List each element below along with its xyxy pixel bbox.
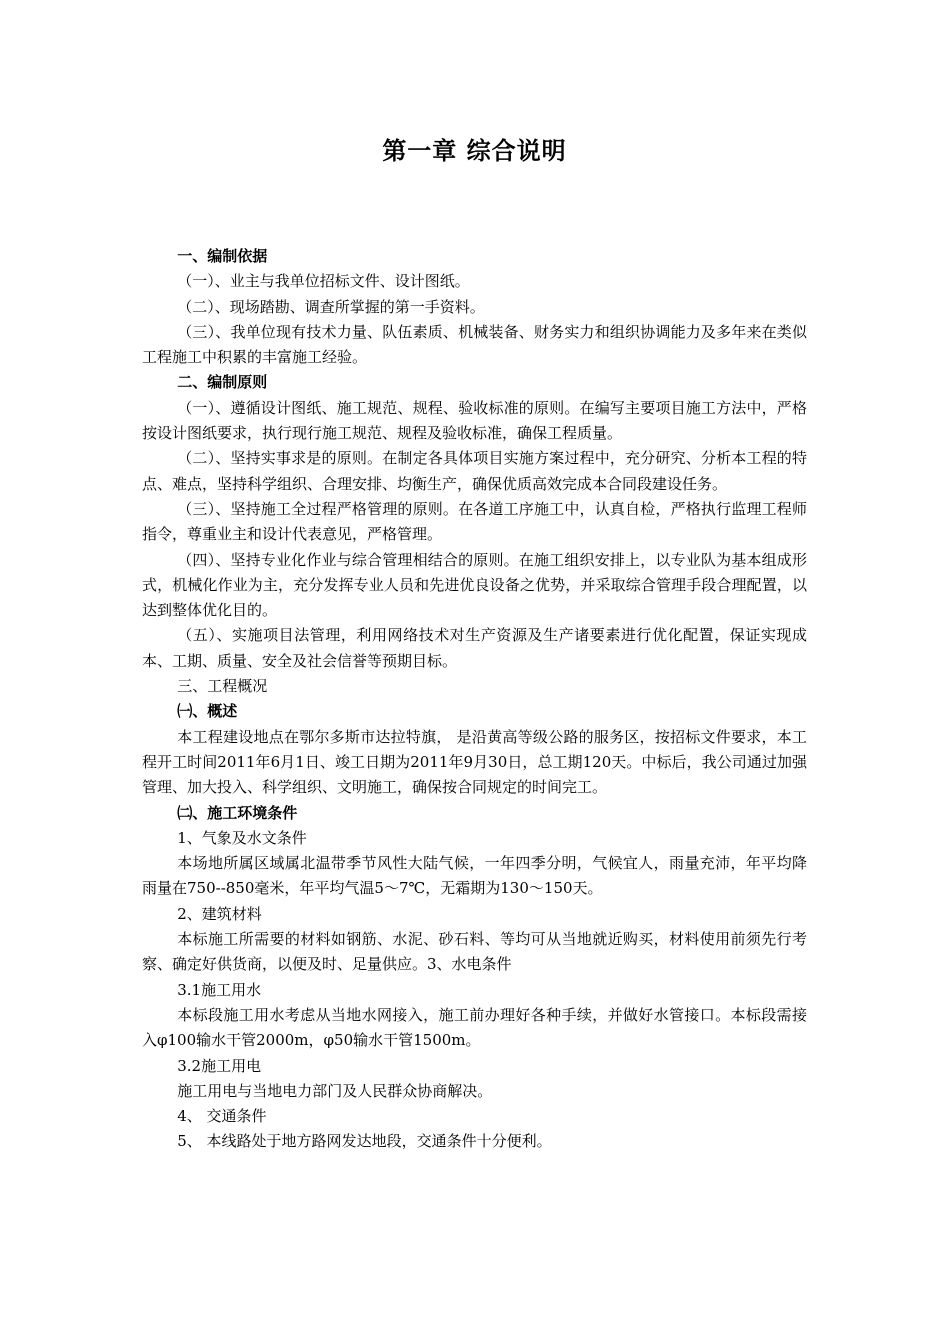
body-paragraph: （三）、坚持施工全过程严格管理的原则。在各道工序施工中，认真自检，严格执行监理工程师指令，尊重业主和设计代表意见，严格管理。: [142, 499, 807, 544]
body-paragraph: （五）、实施项目法管理，利用网络技术对生产资源及生产诸要素进行优化配置，保证实现成本、工期、质量、安全及社会信誉等预期目标。: [142, 626, 807, 670]
body-paragraph: （一）、遵循设计图纸、施工规范、规程、验收标准的原则。在编写主要项目施工方法中，严格按设计图纸要求，执行现行施工规范、规程及验收标准，确保工程质量。: [142, 398, 807, 443]
body-paragraph: （二）、坚持实事求是的原则。在制定各具体项目实施方案过程中，充分研究、分析本工程的特点、难点，坚持科学组织、合理安排、均衡生产，确保优质高效完成本合同段建设任务。: [142, 449, 807, 493]
body-paragraph: （二）、现场踏勘、调查所掌握的第一手资料。: [177, 297, 485, 316]
body-paragraph: 施工用电与当地电力部门及人民群众协商解决。: [177, 1081, 493, 1100]
body-paragraph: 本工程建设地点在鄂尔多斯市达拉特旗， 是沿黄高等级公路的服务区，按招标文件要求，本工程开工时间2011年6月1日、竣工日期为2011年9月30日，总工期120天。中标后，我公司通过加强管理、加大投入、科学组织、文明施工，确保按合同规定的时间完工。: [142, 727, 807, 797]
body-paragraph: 3.1施工用水: [177, 980, 262, 999]
section-heading: 三、工程概况: [177, 677, 268, 696]
body-paragraph: 本场地所属区域属北温带季节风性大陆气候，一年四季分明，气候宜人，雨量充沛，年平均降雨量在750--850毫米，年平均气温5～7℃，无霜期为130～150天。: [142, 854, 807, 898]
body-paragraph: （三）、我单位现有技术力量、队伍素质、机械装备、财务实力和组织协调能力及多年来在类似工程施工中积累的丰富施工经验。: [142, 322, 807, 367]
document-body: [142, 244, 807, 1155]
section-heading: ㈡、施工环境条件: [177, 803, 298, 822]
body-paragraph: 本标施工所需要的材料如钢筋、水泥、砂石料、等均可从当地就近购买，材料使用前须先行考察、确定好供货商，以便及时、足量供应。3、水电条件: [142, 930, 807, 974]
section-heading: ㈠、概述: [177, 702, 238, 721]
body-paragraph: 本标段施工用水考虑从当地水网接入，施工前办理好各种手续，并做好水管接口。本标段需接入φ100输水干管2000m，φ50输水干管1500m。: [142, 1005, 807, 1050]
body-paragraph: （一）、业主与我单位招标文件、设计图纸。: [177, 272, 470, 291]
section-heading: 二、编制原则: [177, 373, 268, 392]
body-paragraph: 4、 交通条件: [177, 1107, 267, 1126]
body-paragraph: 5、 本线路处于地方路网发达地段，交通条件十分便利。: [177, 1132, 552, 1151]
section-heading: 一、编制依据: [177, 247, 268, 265]
chapter-title: 第一章 综合说明: [382, 137, 567, 165]
body-paragraph: （四）、坚持专业化作业与综合管理相结合的原则。在施工组织安排上，以专业队为基本组成形式，机械化作业为主，充分发挥专业人员和先进优良设备之优势，并采取综合管理手段合理配置，以达到整体优化目的。: [142, 550, 807, 620]
body-paragraph: 1、气象及水文条件: [177, 828, 307, 847]
body-paragraph: 2、建筑材料: [177, 904, 262, 923]
body-paragraph: 3.2施工用电: [177, 1056, 262, 1075]
